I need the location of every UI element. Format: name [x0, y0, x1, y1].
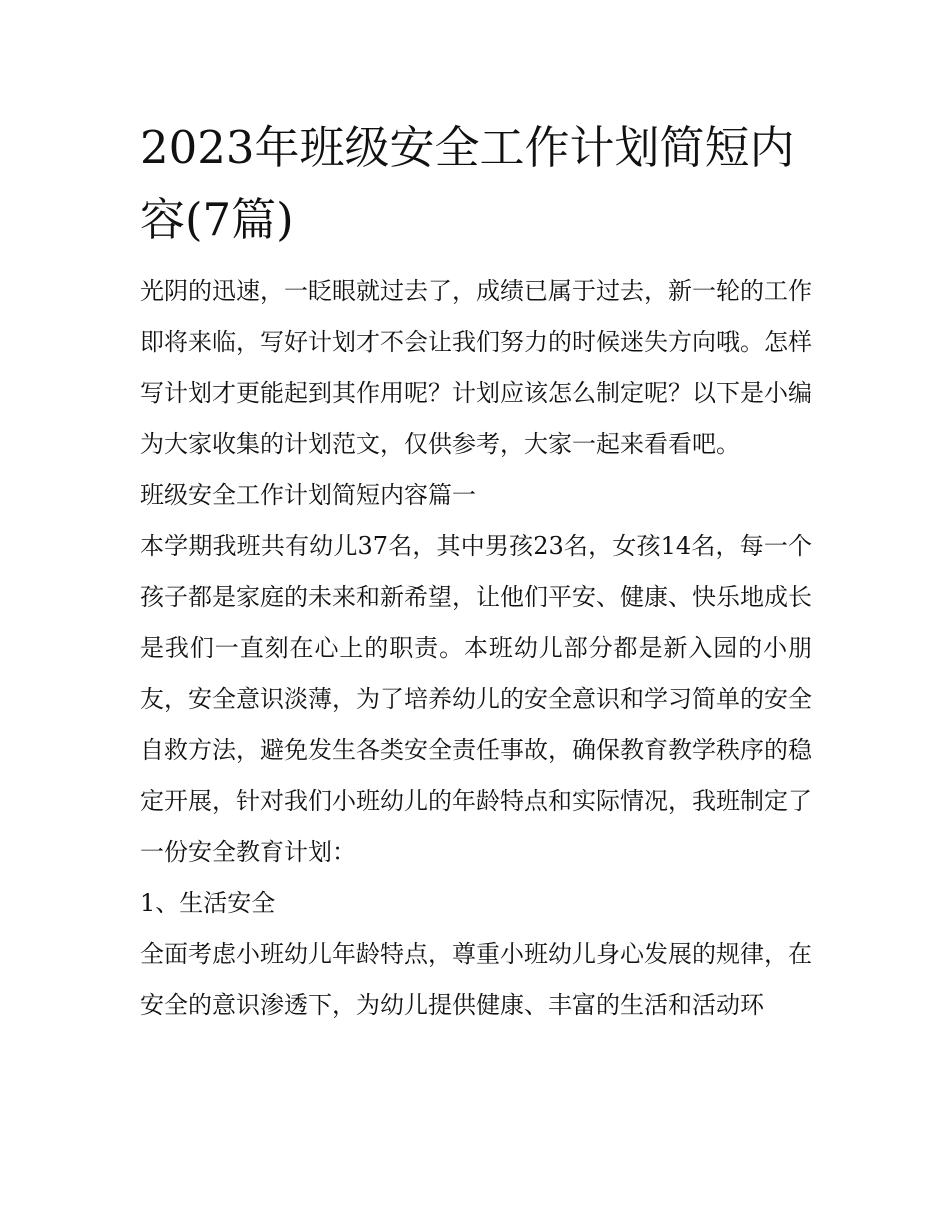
- body-paragraph: 本学期我班共有幼儿37名，其中男孩23名，女孩14名，每一个孩子都是家庭的未来和新希望，让他们平安、健康、快乐地成长是我们一直刻在心上的职责。本班幼儿部分都是新入园的小朋友，安全意识淡薄，为了培养幼儿的安全意识和学习简单的安全自救方法，避免发生各类安全责任事故，确保教育教学秩序的稳定开展，针对我们小班幼儿的年龄特点和实际情况，我班制定了一份安全教育计划：: [140, 532, 812, 866]
- section-heading: 班级安全工作计划简短内容篇一: [140, 481, 476, 509]
- document-page: [140, 112, 812, 1031]
- document-title: 2023年班级安全工作计划简短内容(7篇): [140, 121, 795, 246]
- subsection-heading: 1、生活安全: [140, 889, 276, 917]
- intro-paragraph: 光阴的迅速，一眨眼就过去了，成绩已属于过去，新一轮的工作即将来临，写好计划才不会让我们努力的时候迷失方向哦。怎样写计划才更能起到其作用呢？计划应该怎么制定呢？以下是小编为大家收集的计划范文，仅供参考，大家一起来看看吧。: [140, 277, 812, 458]
- body-paragraph: 全面考虑小班幼儿年龄特点，尊重小班幼儿身心发展的规律，在安全的意识渗透下，为幼儿提供健康、丰富的生活和活动环: [140, 940, 812, 1019]
